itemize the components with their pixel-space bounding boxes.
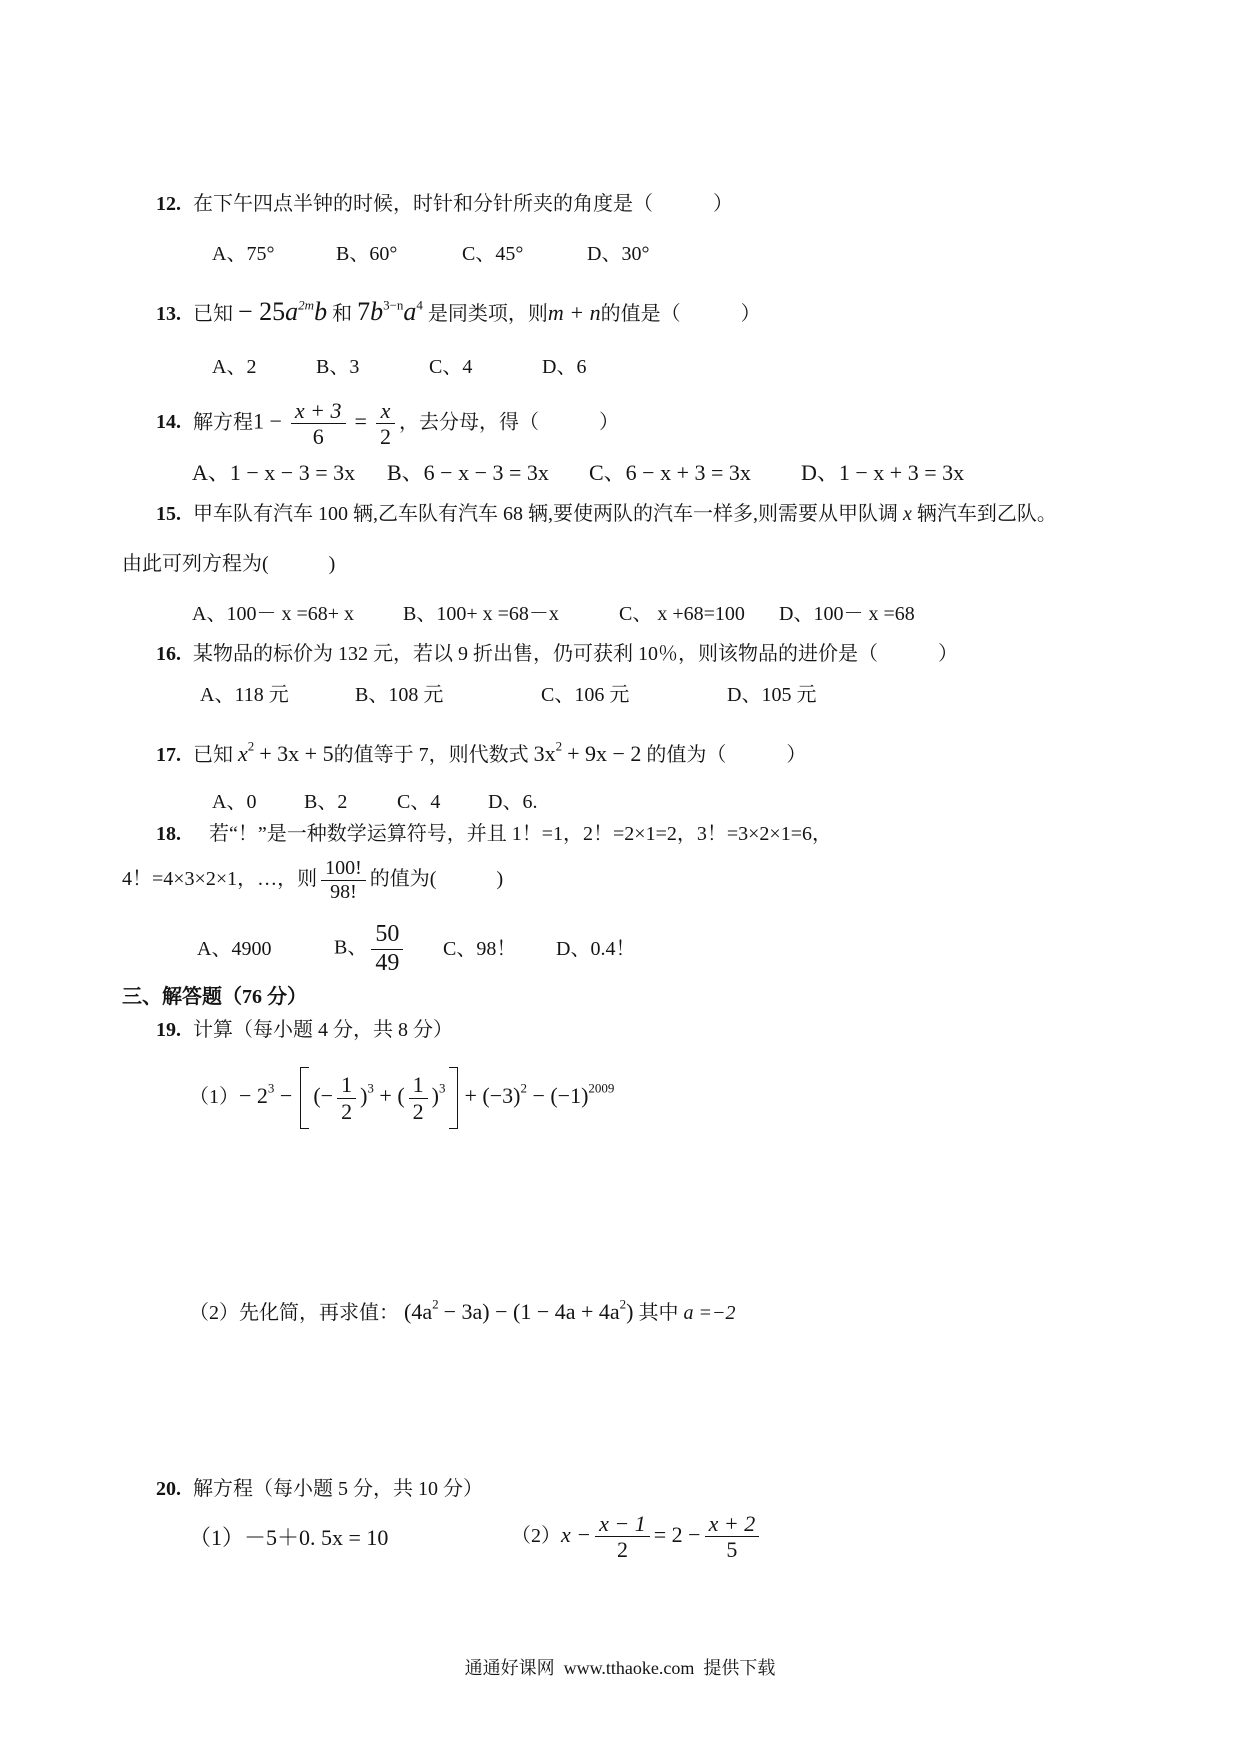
question-13 (156, 296, 761, 327)
fraction-denominator: 98! (330, 881, 357, 903)
superscript: 3 (267, 1080, 275, 1096)
fraction-denominator: 6 (312, 424, 324, 450)
fraction-numerator: 1 (409, 1072, 428, 1098)
math-expression: + (−3) (464, 1083, 521, 1109)
superscript: 3 (367, 1080, 374, 1096)
superscript: 2 (432, 1296, 439, 1312)
math-expression: (4a (404, 1299, 433, 1324)
math-variable: b (370, 297, 384, 326)
question-14 (156, 398, 619, 450)
math-variable: x (903, 503, 912, 525)
superscript: 2 (247, 738, 255, 754)
option-b: B、3 (316, 356, 360, 378)
question-text: 的值为( ) (369, 868, 504, 891)
option-c: C、4 (429, 356, 473, 378)
option-a: A、0 (212, 791, 257, 813)
math-expression: m + n (547, 300, 601, 325)
question-number: 20. (156, 1478, 181, 1500)
option-d: D、30° (587, 243, 650, 265)
fraction-numerator: x + 3 (291, 398, 346, 424)
option-a: A、100－ x =68+ x (192, 603, 355, 625)
question-13-options (0, 355, 1240, 378)
question-14-options (0, 460, 1240, 485)
option-c: C、4 (397, 791, 441, 813)
part-label: （1） (189, 1086, 239, 1109)
question-19-part-1 (189, 1067, 614, 1129)
question-number: 19. (156, 1019, 181, 1041)
superscript: 2 (619, 1296, 627, 1312)
fraction-numerator: 50 (371, 921, 403, 950)
question-text: 甲车队有汽车 100 辆,乙车队有汽车 68 辆,要使两队的汽车一样多,则需要从甲队调 (193, 503, 898, 525)
question-15-continuation (122, 552, 335, 576)
math-expression: + ( (379, 1083, 405, 1109)
question-text: 和 (332, 303, 353, 325)
math-operator: − (279, 1083, 293, 1109)
section-title: 三、解答题（76 分） (122, 986, 307, 1008)
math-expression: = 2 − (653, 1521, 701, 1547)
math-variable: b (314, 297, 328, 326)
option-c: C、106 元 (541, 684, 630, 706)
math-coefficient: − 25 (238, 297, 286, 326)
option-c: C、6 − x + 3 = 3x (589, 460, 751, 485)
option-b: B、60° (336, 243, 398, 265)
question-19 (156, 1018, 453, 1042)
question-text: 计算（每小题 4 分，共 8 分） (193, 1019, 453, 1041)
question-text: 是同类项，则 (427, 303, 548, 325)
part-label: （2）先化简，再求值： (189, 1302, 399, 1324)
question-number: 18. (156, 823, 181, 845)
option-d: D、100－ x =68 (779, 603, 915, 625)
right-bracket (449, 1067, 458, 1129)
question-17 (156, 738, 807, 767)
option-d: D、6 (542, 356, 587, 378)
page-footer: 通通好课网 www.tthaoke.com 提供下载 (464, 1658, 776, 1678)
question-number: 17. (156, 744, 181, 766)
question-number: 16. (156, 643, 181, 665)
fraction-numerator: x (376, 398, 395, 424)
question-12-options (0, 242, 1240, 265)
question-number: 12. (156, 193, 181, 215)
question-text: 辆汽车到乙队。 (916, 503, 1057, 525)
fraction (337, 1072, 356, 1124)
question-15 (156, 502, 1057, 526)
question-18-continuation (122, 857, 503, 904)
fraction (376, 398, 395, 450)
option-label: B、 (334, 936, 368, 959)
question-text: 若“！”是一种数学运算符号，并且 1！=1，2！=2×1=2，3！=3×2×1=6， (209, 823, 832, 845)
question-20-part-2 (511, 1511, 763, 1563)
fraction (705, 1511, 760, 1563)
question-text: 解方程 (193, 411, 253, 434)
fraction-denominator: 2 (379, 424, 391, 450)
math-variable: x (238, 741, 248, 766)
option-d: D、0.4！ (556, 938, 636, 960)
math-expression: ) (360, 1083, 368, 1109)
option-b (334, 921, 407, 977)
left-bracket (300, 1067, 309, 1129)
question-text: 的值是（ ） (600, 303, 761, 325)
fraction-numerator: x + 2 (705, 1511, 760, 1537)
math-expression: − (−1) (532, 1083, 589, 1109)
question-text: 解方程（每小题 5 分，共 10 分） (193, 1478, 483, 1500)
superscript: 4 (416, 297, 423, 313)
option-a: A、118 元 (200, 684, 289, 706)
question-text: 由此可列方程为( ) (122, 553, 336, 575)
question-text: 其中 (638, 1302, 679, 1324)
math-expression: (− (313, 1083, 334, 1109)
question-18 (156, 822, 832, 846)
question-text: 的值等于 7，则代数式 (333, 744, 529, 766)
option-b: B、100+ x =68－x (403, 603, 559, 625)
question-text: 已知 (193, 303, 233, 325)
math-expression: 1 − (253, 408, 282, 434)
option-b: B、6 − x − 3 = 3x (387, 460, 549, 485)
fraction-numerator: 100! (321, 857, 366, 881)
option-c: C、45° (462, 243, 524, 265)
question-19-part-2 (189, 1296, 736, 1325)
fraction-denominator: 2 (412, 1098, 424, 1124)
question-16 (156, 642, 958, 666)
math-expression: ) (431, 1083, 439, 1109)
question-20-part-1: （1）－5＋0. 5x = 10 (189, 1525, 389, 1550)
fraction-denominator: 49 (375, 949, 400, 976)
option-d: D、1 − x + 3 = 3x (801, 460, 965, 485)
question-text: 某物品的标价为 132 元，若以 9 折出售，仍可获利 10％，则该物品的进价是（ ） (193, 643, 958, 665)
question-17-options (0, 790, 1240, 813)
option-c: C、 x +68=100 (619, 603, 745, 625)
question-number: 13. (156, 303, 181, 325)
option-d: D、105 元 (727, 684, 817, 706)
question-text: 的值为（ ） (646, 744, 807, 766)
math-coefficient: 7 (357, 297, 371, 326)
equals-sign: = (354, 408, 367, 434)
superscript: 2 (555, 738, 563, 754)
math-expression: − 3a) − (1 − 4a + 4a (443, 1299, 620, 1324)
math-expression: a =−2 (683, 1302, 736, 1324)
question-number: 15. (156, 503, 181, 525)
question-12 (156, 192, 733, 216)
question-text: 4！=4×3×2×1，…，则 (122, 868, 318, 891)
part-label: （2） (511, 1524, 561, 1547)
superscript: 2m (298, 297, 315, 313)
superscript: 3 (438, 1080, 446, 1096)
math-expression: − 2 (239, 1083, 268, 1109)
math-expression: 3x (533, 741, 556, 766)
question-20 (156, 1477, 483, 1501)
math-variable: a (403, 297, 417, 326)
math-expression: ) (626, 1299, 634, 1324)
math-expression: x − (561, 1521, 592, 1547)
option-b: B、108 元 (355, 684, 444, 706)
question-16-options (0, 683, 1240, 706)
question-15-options (0, 602, 1240, 625)
fraction (409, 1072, 428, 1124)
question-number: 14. (156, 411, 181, 434)
option-c: C、98！ (443, 938, 517, 960)
fraction-denominator: 2 (341, 1098, 353, 1124)
option-a: A、75° (212, 243, 275, 265)
question-18-options (0, 921, 1240, 976)
fraction (291, 398, 346, 450)
math-expression: + 3x + 5 (259, 741, 334, 766)
superscript: 2 (520, 1080, 527, 1096)
fraction (371, 921, 403, 977)
option-d: D、6. (488, 791, 538, 813)
fraction (321, 857, 366, 904)
option-a: A、1 − x − 3 = 3x (192, 460, 356, 485)
math-variable: a (285, 297, 299, 326)
fraction-numerator: x − 1 (595, 1511, 650, 1537)
fraction (595, 1511, 650, 1563)
fraction-denominator: 2 (616, 1537, 628, 1563)
fraction-denominator: 5 (726, 1537, 738, 1563)
question-text: 已知 (193, 744, 233, 766)
superscript: 3−n (383, 297, 404, 313)
superscript: 2009 (588, 1080, 615, 1096)
fraction-numerator: 1 (337, 1072, 356, 1098)
option-a: A、4900 (197, 938, 272, 960)
option-a: A、2 (212, 356, 257, 378)
math-expression: + 9x − 2 (567, 741, 642, 766)
question-text: 在下午四点半钟的时候，时针和分针所夹的角度是（ ） (193, 193, 733, 215)
question-text: ，去分母，得（ ） (398, 411, 619, 434)
option-b: B、2 (304, 791, 348, 813)
